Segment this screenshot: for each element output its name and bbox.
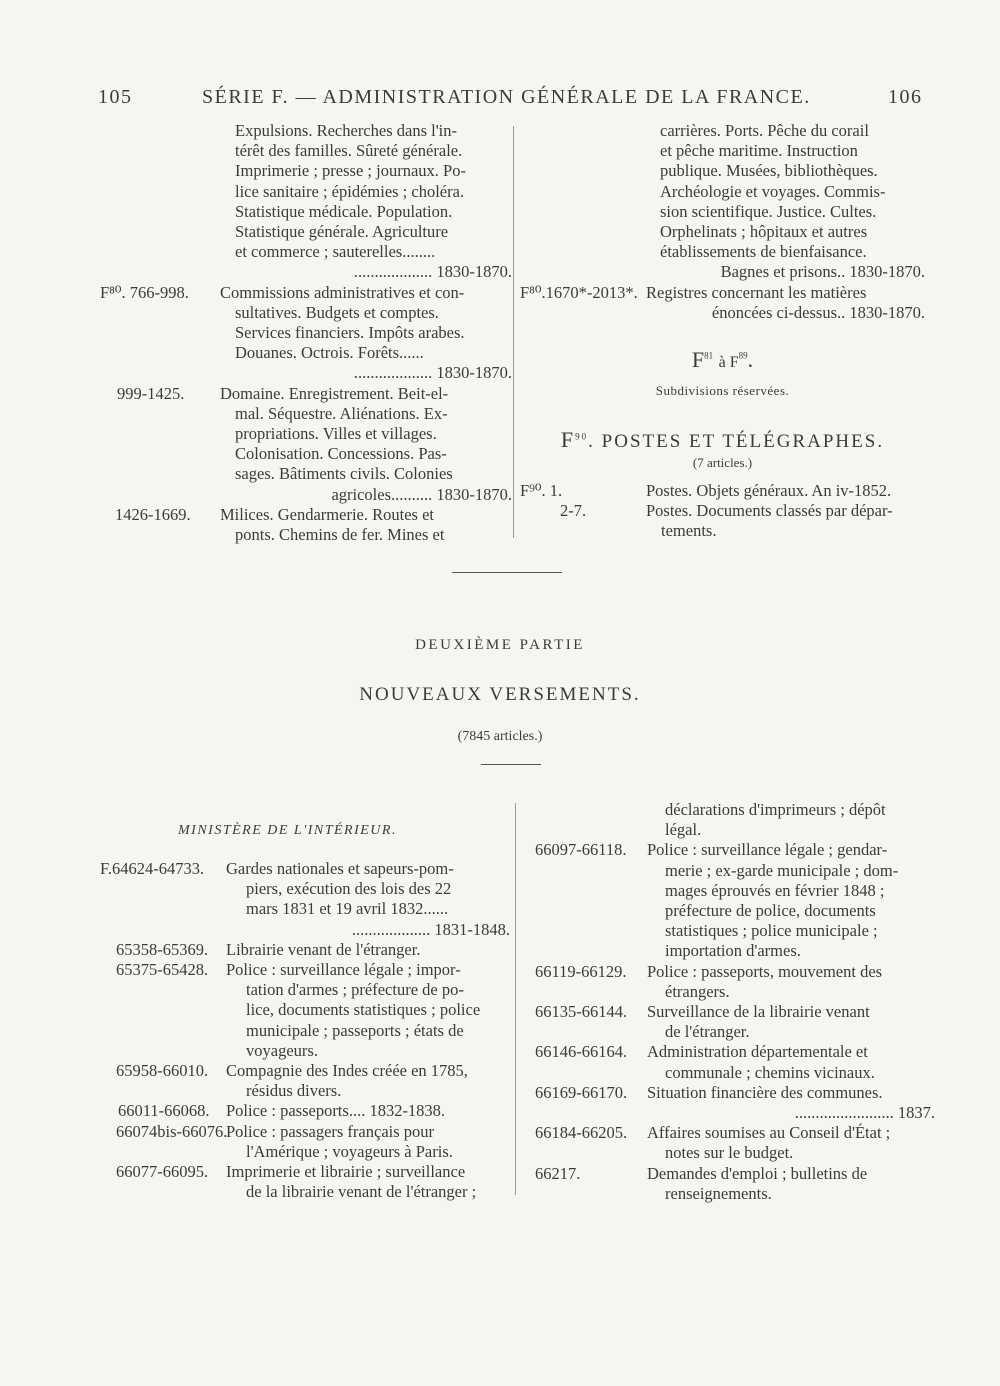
- text-line: Police : surveillance légale ; impor-: [226, 960, 461, 980]
- section-heading: $F^{90}$. POSTES ET TÉLÉGRAPHES.: [560, 427, 885, 452]
- date-range: ................... 1830-1870.: [353, 262, 512, 282]
- archive-entry: [116, 1061, 510, 1101]
- text-line: Imprimerie ; presse ; journaux. Po-: [235, 161, 466, 181]
- text-line: mal. Séquestre. Aliénations. Ex-: [235, 403, 448, 423]
- text-line: Gardes nationales et sapeurs-pom-: [226, 859, 454, 878]
- text-line: tation d'armes ; préfecture de po-: [246, 980, 464, 1000]
- text-line: mars 1831 et 19 avril 1832......: [246, 899, 449, 919]
- archive-entry: [560, 501, 925, 541]
- text-line: renseignements.: [665, 1183, 772, 1203]
- date-range: ................... 1830-1870.: [353, 363, 512, 383]
- text-line: tements.: [661, 521, 717, 541]
- separator-rule: [481, 764, 541, 765]
- text-line: Douanes. Octrois. Forêts......: [235, 343, 424, 363]
- text-line: Archéologie et voyages. Commis-: [660, 181, 886, 201]
- entry-ref: 66146-66164.: [535, 1042, 628, 1062]
- archive-entry: [100, 282, 512, 384]
- text-line: Milices. Gendarmerie. Routes et: [220, 504, 434, 524]
- text-line: Imprimerie et librairie ; surveillance: [226, 1162, 466, 1182]
- entry-ref: 66217.: [535, 1163, 581, 1183]
- top-right-column: [520, 121, 925, 323]
- text-line: lice sanitaire ; épidémies ; choléra.: [235, 181, 465, 201]
- entry-ref: 66074bis-66076.: [116, 1121, 228, 1141]
- text-line: Statistique médicale. Population.: [235, 201, 453, 221]
- text-line: Orphelinats ; hôpitaux et autres: [660, 222, 868, 242]
- text-line: Affaires soumises au Conseil d'État ;: [647, 1123, 891, 1143]
- top-left-column: [100, 121, 512, 545]
- text-line: piers, exécution des lois des 22: [246, 879, 452, 899]
- text-line: municipale ; passeports ; états de: [246, 1020, 464, 1040]
- archive-entry: [535, 1123, 935, 1163]
- section-note: (7 articles.): [692, 455, 753, 470]
- text-line: Services financiers. Impôts arabes.: [235, 323, 465, 343]
- archive-entry: [100, 859, 510, 940]
- text-line: Statistique générale. Agriculture: [235, 222, 449, 242]
- entry-ref: 65375-65428.: [116, 960, 209, 980]
- text-line: Police : passeports, mouvement des: [647, 961, 883, 981]
- text-line: de la librairie venant de l'étranger ;: [246, 1182, 477, 1202]
- text-line: mages éprouvés en février 1848 ;: [665, 880, 885, 900]
- archive-entry: [116, 939, 510, 960]
- text-line: étrangers.: [665, 981, 730, 1001]
- entry-ref: 1426-1669.: [115, 504, 191, 524]
- archive-entry: [535, 840, 935, 961]
- text-line: Registres concernant les matières: [646, 282, 867, 302]
- text-line: ponts. Chemins de fer. Mines et: [235, 525, 445, 545]
- continuation-block: [235, 121, 512, 283]
- text-line: publique. Musées, bibliothèques.: [660, 161, 878, 181]
- subdivision-heading: $F^{81}$ à $F^{89}$.: [691, 347, 754, 372]
- archive-entry: [115, 504, 512, 545]
- text-line: carrières. Ports. Pêche du corail: [660, 121, 869, 140]
- part-label: DEUXIÈME PARTIE: [415, 637, 585, 653]
- entry-ref: F⁹⁰. 1.: [520, 481, 563, 500]
- text-line: sion scientifique. Justice. Cultes.: [660, 201, 877, 221]
- archive-entry: [520, 481, 925, 501]
- archive-entry: [535, 1042, 935, 1082]
- postes-list: [520, 481, 925, 542]
- text-line: Administration départementale et: [647, 1042, 868, 1062]
- running-title: SÉRIE F. — ADMINISTRATION GÉNÉRALE DE LA FRANCE.: [202, 86, 811, 108]
- text-line: Surveillance de la librairie venant: [647, 1002, 870, 1022]
- text-line: statistiques ; police municipale ;: [665, 921, 878, 941]
- text-line: Colonisation. Concessions. Pas-: [235, 444, 447, 464]
- text-line: l'Amérique ; voyageurs à Paris.: [246, 1141, 453, 1161]
- entry-ref: 65958-66010.: [116, 1061, 209, 1081]
- date-range: agricoles.......... 1830-1870.: [331, 484, 512, 504]
- text-line: lice, documents statistiques ; police: [246, 1000, 481, 1020]
- subdivision-note: Subdivisions réservées.: [655, 383, 790, 398]
- text-line: déclarations d'imprimeurs ; dépôt: [665, 800, 886, 819]
- text-line: Police : passeports.... 1832-1838.: [226, 1101, 446, 1121]
- text-line: Commissions administratives et con-: [220, 282, 465, 302]
- text-line: et commerce ; sauterelles........: [235, 242, 436, 262]
- entry-ref: 66097-66118.: [535, 840, 627, 860]
- bottom-right-column: [535, 800, 935, 1204]
- archive-entry: [116, 1121, 510, 1162]
- entry-ref: F.64624-64733.: [100, 859, 205, 878]
- text-line: Demandes d'emploi ; bulletins de: [647, 1163, 868, 1183]
- text-line: préfecture de police, documents: [665, 901, 876, 921]
- archive-entry: [116, 1162, 510, 1202]
- text-line: et pêche maritime. Instruction: [660, 141, 858, 161]
- text-line: de l'étranger.: [665, 1022, 750, 1042]
- date-range: énoncées ci-dessus.. 1830-1870.: [711, 302, 925, 322]
- separator-rule: [452, 572, 562, 573]
- text-line: Librairie venant de l'étranger.: [226, 939, 421, 959]
- text-line: Postes. Objets généraux. An iv-1852.: [646, 481, 892, 500]
- continuation-block: [660, 121, 925, 283]
- archive-entry: [535, 1002, 935, 1042]
- text-line: Compagnie des Indes créée en 1785,: [226, 1061, 468, 1081]
- archive-entry: [117, 383, 512, 505]
- ministry-heading: MINISTÈRE DE L'INTÉRIEUR.: [178, 823, 397, 838]
- part-title: NOUVEAUX VERSEMENTS.: [359, 684, 641, 705]
- text-line: merie ; ex-garde municipale ; dom-: [665, 860, 899, 880]
- text-line: communale ; chemins vicinaux.: [665, 1062, 875, 1082]
- archive-entry: [520, 282, 925, 323]
- date-range: ........................ 1837.: [794, 1103, 935, 1123]
- text-line: Police : surveillance légale ; gendar-: [647, 840, 888, 860]
- text-line: Domaine. Enregistrement. Beit-el-: [220, 383, 449, 403]
- text-line: Expulsions. Recherches dans l'in-: [235, 121, 458, 140]
- archive-entry: [535, 1163, 935, 1204]
- text-line: Situation financière des communes.: [647, 1082, 883, 1102]
- left-page-number: 105: [98, 86, 133, 108]
- text-line: notes sur le budget.: [665, 1143, 794, 1163]
- entry-ref: 66169-66170.: [535, 1082, 628, 1102]
- archive-entry: [118, 1101, 510, 1121]
- bottom-left-column: [100, 859, 510, 1202]
- entry-ref: 66011-66068.: [118, 1101, 210, 1121]
- date-range: Bagnes et prisons.. 1830-1870.: [720, 262, 925, 282]
- right-page-number: 106: [888, 86, 923, 108]
- entry-ref: 65358-65369.: [116, 939, 209, 959]
- entry-ref: 66119-66129.: [535, 961, 627, 981]
- continuation-block: [665, 800, 935, 840]
- archive-entry: [535, 961, 935, 1002]
- text-line: propriations. Villes et villages.: [235, 424, 437, 444]
- entry-ref: 66184-66205.: [535, 1123, 628, 1143]
- date-range: ................... 1831-1848.: [351, 919, 510, 939]
- column-divider: [513, 126, 514, 538]
- text-line: sages. Bâtiments civils. Colonies: [235, 464, 453, 484]
- column-divider: [515, 803, 516, 1195]
- text-line: légal.: [665, 820, 702, 840]
- text-line: Police : passagers français pour: [226, 1121, 435, 1141]
- entry-ref: 2-7.: [560, 501, 587, 521]
- entry-ref: F⁸⁰. 766-998.: [100, 282, 189, 302]
- entry-ref: F⁸⁰.1670*-2013*.: [520, 282, 638, 302]
- text-line: Postes. Documents classés par dépar-: [646, 501, 893, 521]
- text-line: térêt des familles. Sûreté générale.: [235, 141, 463, 161]
- text-line: établissements de bienfaisance.: [660, 242, 867, 262]
- entry-ref: 66077-66095.: [116, 1162, 209, 1182]
- text-line: résidus divers.: [246, 1081, 342, 1101]
- archive-entry: [535, 1082, 935, 1123]
- entry-ref: 999-1425.: [117, 383, 185, 403]
- text-line: importation d'armes.: [665, 941, 801, 961]
- part-count: (7845 articles.): [457, 729, 543, 744]
- text-line: voyageurs.: [246, 1040, 318, 1060]
- entry-ref: 66135-66144.: [535, 1002, 628, 1022]
- text-line: sultatives. Budgets et comptes.: [235, 302, 439, 322]
- archive-entry: [116, 960, 510, 1061]
